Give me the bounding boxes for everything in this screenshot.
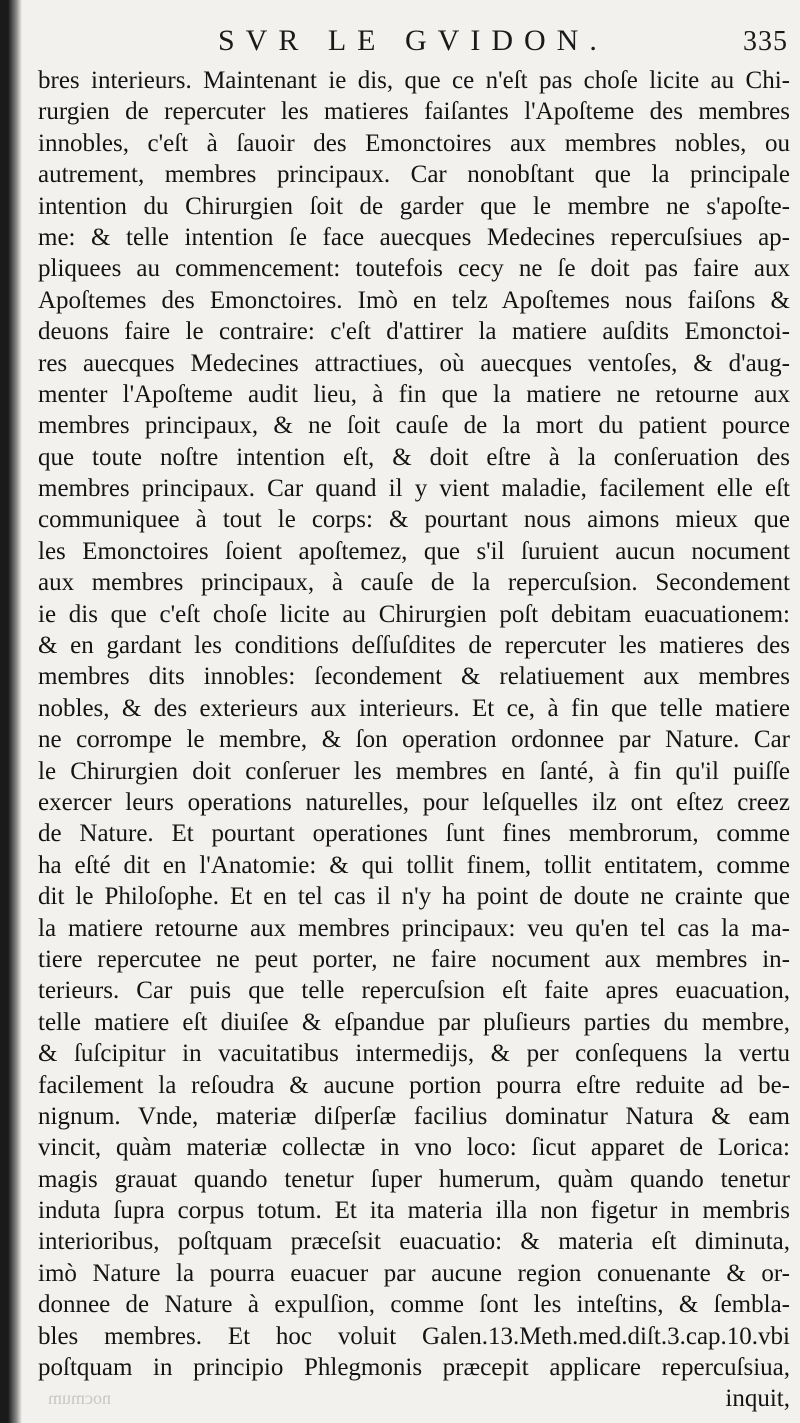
text-line: donnee de Nature à expulſion, comme ſont les inteſtins, & ſembla- [38, 1291, 790, 1319]
text-line: rurgien de repercuter les matieres faiſantes l'Apoſteme des membres [38, 98, 790, 126]
text-line: intention du Chirurgien ſoit de garder que le membre ne s'apoſte- [38, 192, 790, 220]
text-line: & ſuſcipitur in vacuitatibus intermedijs, & per conſequens la vertu [38, 1040, 790, 1068]
text-line: bres interieurs. Maintenant ie dis, que ce n'eſt pas choſe licite au Chi- [38, 67, 790, 94]
text-line: les Emonctoires ſoient apoſtemez, que s'il ſuruient aucun nocument [38, 537, 790, 565]
running-head-title: SVR LE GVIDON. [218, 24, 608, 57]
page-gutter [8, 0, 22, 1423]
text-line: ha eſté dit en l'Anatomie: & qui tollit finem, tollit entitatem, comme [38, 851, 790, 879]
text-line: pliquees au commencement: toutefois cecy ne ſe doit pas faire aux [38, 255, 790, 283]
text-line: terieurs. Car puis que telle repercuſsion eſt faite apres euacuation, [38, 977, 790, 1005]
text-line: nobles, & des exterieurs aux interieurs. Et ce, à fin que telle matiere [38, 694, 790, 722]
text-line: membres principaux. Car quand il y vient maladie, facilement elle eſt [38, 475, 790, 503]
text-line: autrement, membres principaux. Car nonobſtant que la principale [38, 161, 790, 189]
text-line: me: & telle intention ſe face auecques Medecines repercuſsiues ap- [38, 223, 790, 251]
text-line: Apoſtemes des Emonctoires. Imò en telz Apoſtemes nous faiſons & [38, 286, 790, 314]
text-line: ie dis que c'eſt choſe licite au Chirurgien poſt debitam euacuationem: [38, 600, 790, 628]
text-line: membres principaux, & ne ſoit cauſe de la mort du patient pource [38, 412, 790, 440]
text-line: bles membres. Et hoc voluit Galen.13.Meth.med.diſt.3.cap.10.vbi [38, 1322, 790, 1350]
text-line: aux membres principaux, à cauſe de la repercuſsion. Secondement [38, 569, 790, 597]
text-line: la matiere retourne aux membres principaux: veu qu'en tel cas la ma- [38, 914, 790, 942]
text-line: interioribus, poſtquam præceſsit euacuatio: & materia eſt diminuta, [38, 1228, 790, 1256]
text-line: magis grauat quando tenetur ſuper humerum, quàm quando tenetur [38, 1165, 790, 1193]
text-line: le Chirurgien doit conſeruer les membres en ſanté, à fin qu'il puiſſe [38, 757, 790, 785]
text-line: deuons faire le contraire: c'eſt d'attirer la matiere auſdits Emonctoi- [38, 318, 790, 346]
text-line: tiere repercutee ne peut porter, ne faire nocument aux membres in- [38, 945, 790, 973]
text-line: membres dits innobles: ſecondement & relatiuement aux membres [38, 663, 790, 691]
text-line: menter l'Apoſteme audit lieu, à fin que la matiere ne retourne aux [38, 380, 790, 408]
text-line: res auecques Medecines attractiues, où auecques ventoſes, & d'aug- [38, 349, 790, 377]
running-head [48, 24, 788, 64]
text-line: vincit, quàm materiæ collectæ in vno loco: ſicut apparet de Lorica: [38, 1134, 790, 1162]
text-line: communiquee à tout le corps: & pourtant nous aimons mieux que [38, 506, 790, 534]
text-line: dit le Philoſophe. Et en tel cas il n'y ha point de doute ne crainte que [38, 883, 790, 911]
text-line: & en gardant les conditions deſſuſdites de repercuter les matieres des [38, 632, 790, 660]
text-line: de Nature. Et pourtant operationes ſunt fines membrorum, comme [38, 820, 790, 848]
text-line: nignum. Vnde, materiæ diſperſæ facilius dominatur Natura & eam [38, 1102, 790, 1130]
text-line: que toute noſtre intention eſt, & doit eſtre à la conſeruation des [38, 443, 790, 471]
text-line: induta ſupra corpus totum. Et ita materia illa non figetur in membris [38, 1197, 790, 1225]
page-number: 335 [743, 26, 788, 57]
body-text [38, 65, 790, 1415]
show-through-text: nocmum [48, 1388, 111, 1408]
text-line: exercer leurs operations naturelles, pour leſquelles ilz ont eſtez creez [38, 788, 790, 816]
book-page [8, 0, 800, 1423]
text-line: inquit, [725, 1385, 790, 1413]
text-line: ne corrompe le membre, & ſon operation ordonnee par Nature. Car [38, 726, 790, 754]
text-line: poſtquam in principio Phlegmonis præcepit applicare repercuſsiua, [38, 1354, 790, 1382]
text-line: facilement la reſoudra & aucune portion pourra eſtre reduite ad be- [38, 1071, 790, 1099]
text-line: innobles, c'eſt à ſauoir des Emonctoires aux membres nobles, ou [38, 129, 790, 157]
text-line: imò Nature la pourra euacuer par aucune region conuenante & or- [38, 1259, 790, 1287]
text-line: telle matiere eſt diuiſee & eſpandue par pluſieurs parties du membre, [38, 1008, 790, 1036]
